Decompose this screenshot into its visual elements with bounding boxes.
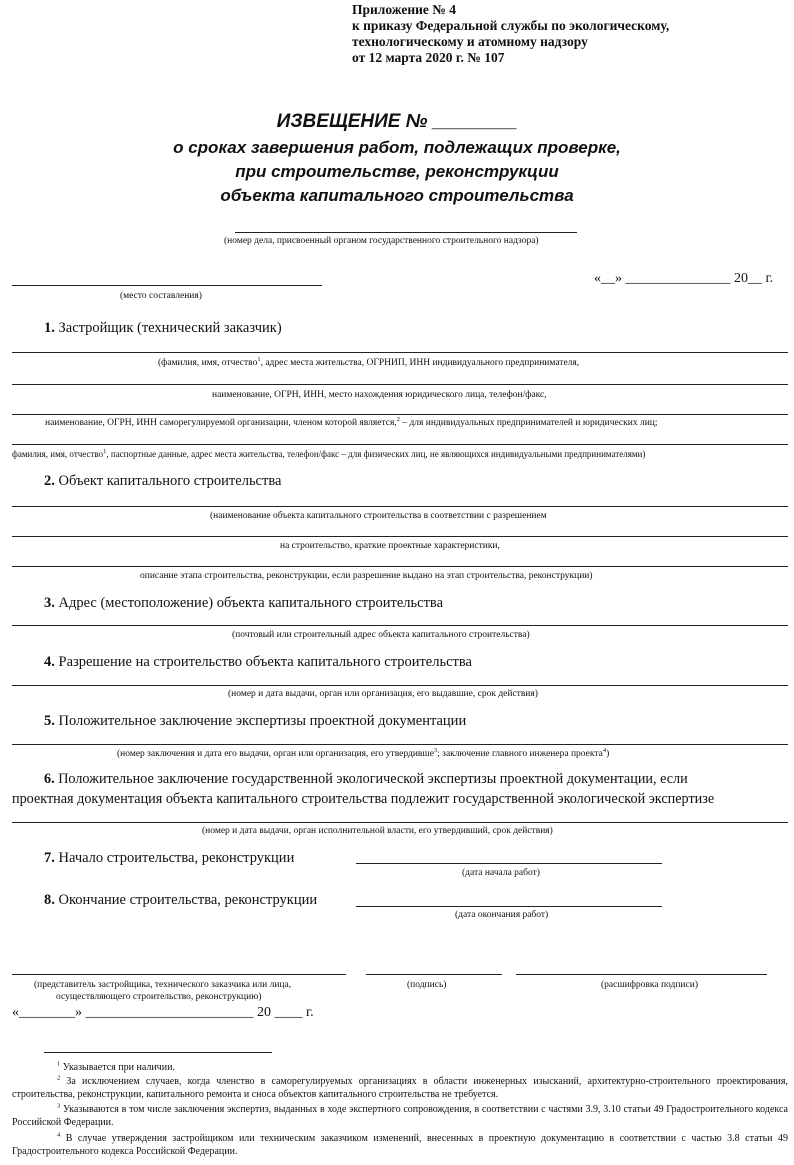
signature-date-field[interactable]: «________» ________________________ 20 ____ г.: [12, 1005, 314, 1020]
section-7-heading: [44, 850, 294, 867]
section-6-line-2: проектная документация объекта капитального строительства подлежит государственной экологической экспертизе: [12, 791, 715, 807]
caption-text: – для индивидуальных предпринимателей и юридических лиц;: [399, 418, 658, 428]
signature-decoding-field[interactable]: [516, 974, 767, 975]
caption-text: (фамилия, имя, отчество: [158, 358, 258, 368]
section-5-label: Положительное заключение экспертизы проектной документации: [58, 713, 467, 729]
developer-caption-3: [45, 415, 658, 428]
signature-caption: (подпись): [407, 980, 447, 990]
section-8-heading: [44, 892, 317, 909]
footnote-text: Указывается при наличии.: [60, 1062, 175, 1073]
footnote-number: 2: [57, 1074, 61, 1082]
date-field[interactable]: «__» _______________ 20__ г.: [594, 271, 774, 286]
order-line-3: технологическому и атомному надзору: [352, 34, 588, 49]
section-6-heading: [44, 771, 688, 788]
footnote-ref: 1: [257, 355, 261, 363]
section-8-number: 8.: [44, 892, 55, 908]
caption-text: фамилия, имя, отчество: [12, 449, 104, 459]
footnote-separator: [44, 1052, 272, 1053]
order-line-2: к приказу Федеральной службы по экологическому,: [352, 18, 670, 33]
expertise-field[interactable]: [12, 744, 788, 745]
permit-caption: (номер и дата выдачи, орган или организация, его выдавшие, срок действия): [228, 689, 538, 699]
developer-caption-4: [12, 449, 645, 459]
eco-expertise-caption: (номер и дата выдачи, орган исполнительной власти, его утвердивший, срок действия): [202, 826, 553, 836]
object-field-3[interactable]: [12, 566, 788, 567]
section-7-label: Начало строительства, реконструкции: [58, 850, 295, 866]
case-number-field[interactable]: [235, 232, 577, 233]
caption-text: ): [606, 749, 610, 759]
footnote-text: За исключением случаев, когда членство в саморегулируемых организациях в области инженерных изысканий, архитектурно-строительного проектирования, строительства, реконструкции, капитального ремонта и сноса объектов капитального строительства не требуется.: [12, 1076, 788, 1100]
expertise-caption: [117, 746, 610, 759]
developer-field-3[interactable]: [12, 414, 788, 415]
permit-field[interactable]: [12, 685, 788, 686]
footnote-text: Указываются в том числе заключения экспертиз, выданных в ходе экспертного сопровождения, в соответствии с частями 3.9, 3.10 статьи 49 Градостроительного кодекса Российской Федерации.: [12, 1104, 788, 1128]
object-caption-1: (наименование объекта капитального строительства в соответствии с разрешением: [210, 511, 547, 521]
signature-decoding-caption: (расшифровка подписи): [601, 980, 698, 990]
footnote-number: 3: [57, 1102, 61, 1110]
object-field-1[interactable]: [12, 506, 788, 507]
place-caption: (место составления): [120, 291, 202, 301]
order-reference: [352, 2, 669, 66]
notice-subtitle-1: о сроках завершения работ, подлежащих проверке,: [173, 138, 621, 157]
case-number-caption: (номер дела, присвоенный органом государственного строительного надзора): [224, 236, 539, 246]
section-2-label: Объект капитального строительства: [58, 473, 282, 489]
footnote-ref: 4: [602, 746, 607, 754]
section-8-label: Окончание строительства, реконструкции: [58, 892, 318, 908]
footnote-ref: 2: [396, 415, 400, 423]
section-6-number: 6.: [44, 771, 55, 787]
developer-field-1[interactable]: [12, 352, 788, 353]
notice-subtitle-3: объекта капитального строительства: [220, 186, 574, 205]
notice-title: ИЗВЕЩЕНИЕ № ________: [276, 111, 518, 132]
address-caption: (почтовый или строительный адрес объекта капитального строительства): [232, 630, 530, 640]
address-field[interactable]: [12, 625, 788, 626]
caption-text: наименование, ОГРН, ИНН саморегулируемой организации, членом которой является,: [45, 418, 397, 428]
footnote-number: 4: [57, 1131, 61, 1139]
object-caption-3: описание этапа строительства, реконструкции, если разрешение выдано на этап строительства, реконструкции): [140, 571, 593, 581]
section-7-number: 7.: [44, 850, 55, 866]
section-5-number: 5.: [44, 713, 55, 729]
signature-field[interactable]: [366, 974, 502, 975]
footnote-ref: 3: [433, 746, 438, 754]
appendix-number: Приложение № 4: [352, 2, 456, 17]
developer-field-2[interactable]: [12, 384, 788, 385]
caption-text: (номер заключения и дата его выдачи, орган или организация, его утвердивше: [117, 749, 434, 759]
section-4-number: 4.: [44, 654, 55, 670]
representative-caption-2: осуществляющего строительство, реконструкцию): [56, 992, 262, 1002]
section-6-line-1: Положительное заключение государственной экологической экспертизы проектной документации, если: [58, 771, 688, 787]
section-3-heading: [44, 595, 443, 612]
caption-text: , паспортные данные, адрес места жительства, телефон/факс – для физических лиц, не являющихся индивидуальными предпринимателями): [106, 449, 646, 459]
caption-text: ; заключение главного инженера проекта: [437, 749, 603, 759]
object-caption-2: на строительство, краткие проектные характеристики,: [280, 541, 500, 551]
section-3-label: Адрес (местоположение) объекта капитального строительства: [58, 595, 444, 611]
footnote-3: [12, 1103, 788, 1129]
order-date: от 12 марта 2020 г. № 107: [352, 50, 505, 65]
section-1-number: 1.: [44, 320, 55, 336]
section-3-number: 3.: [44, 595, 55, 611]
section-4-label: Разрешение на строительство объекта капитального строительства: [58, 654, 472, 670]
start-date-caption: (дата начала работ): [462, 868, 540, 878]
footnote-1: [12, 1061, 788, 1074]
caption-text: , адрес места жительства, ОГРНИП, ИНН индивидуального предпринимателя,: [260, 358, 580, 368]
notice-subtitle-2: при строительстве, реконструкции: [235, 162, 559, 181]
end-date-caption: (дата окончания работ): [455, 910, 549, 920]
footnote-number: 1: [57, 1060, 61, 1068]
section-2-heading: [44, 473, 281, 490]
section-4-heading: [44, 654, 472, 671]
eco-expertise-field[interactable]: [12, 822, 788, 823]
developer-caption-1: [158, 355, 580, 368]
place-field[interactable]: [12, 285, 322, 286]
section-1-heading: [44, 320, 282, 337]
section-1-label: Застройщик (технический заказчик): [58, 320, 282, 336]
section-2-number: 2.: [44, 473, 55, 489]
footnote-ref: 1: [103, 448, 107, 455]
developer-caption-2: наименование, ОГРН, ИНН, место нахождения юридического лица, телефон/факс,: [212, 390, 547, 400]
section-5-heading: [44, 713, 466, 730]
object-field-2[interactable]: [12, 536, 788, 537]
representative-caption-1: (представитель застройщика, технического заказчика или лица,: [34, 980, 292, 990]
footnote-text: В случае утверждения застройщиком или техническим заказчиком изменений, внесенных в проектную документацию в соответствии с частью 3.8 статьи 49 Градостроительного кодекса Российской Федерации.: [12, 1133, 788, 1157]
start-date-field[interactable]: [356, 863, 662, 864]
footnote-2: [12, 1075, 788, 1101]
developer-field-4[interactable]: [12, 444, 788, 445]
end-date-field[interactable]: [356, 906, 662, 907]
footnote-4: [12, 1132, 788, 1158]
representative-field[interactable]: [12, 974, 346, 975]
